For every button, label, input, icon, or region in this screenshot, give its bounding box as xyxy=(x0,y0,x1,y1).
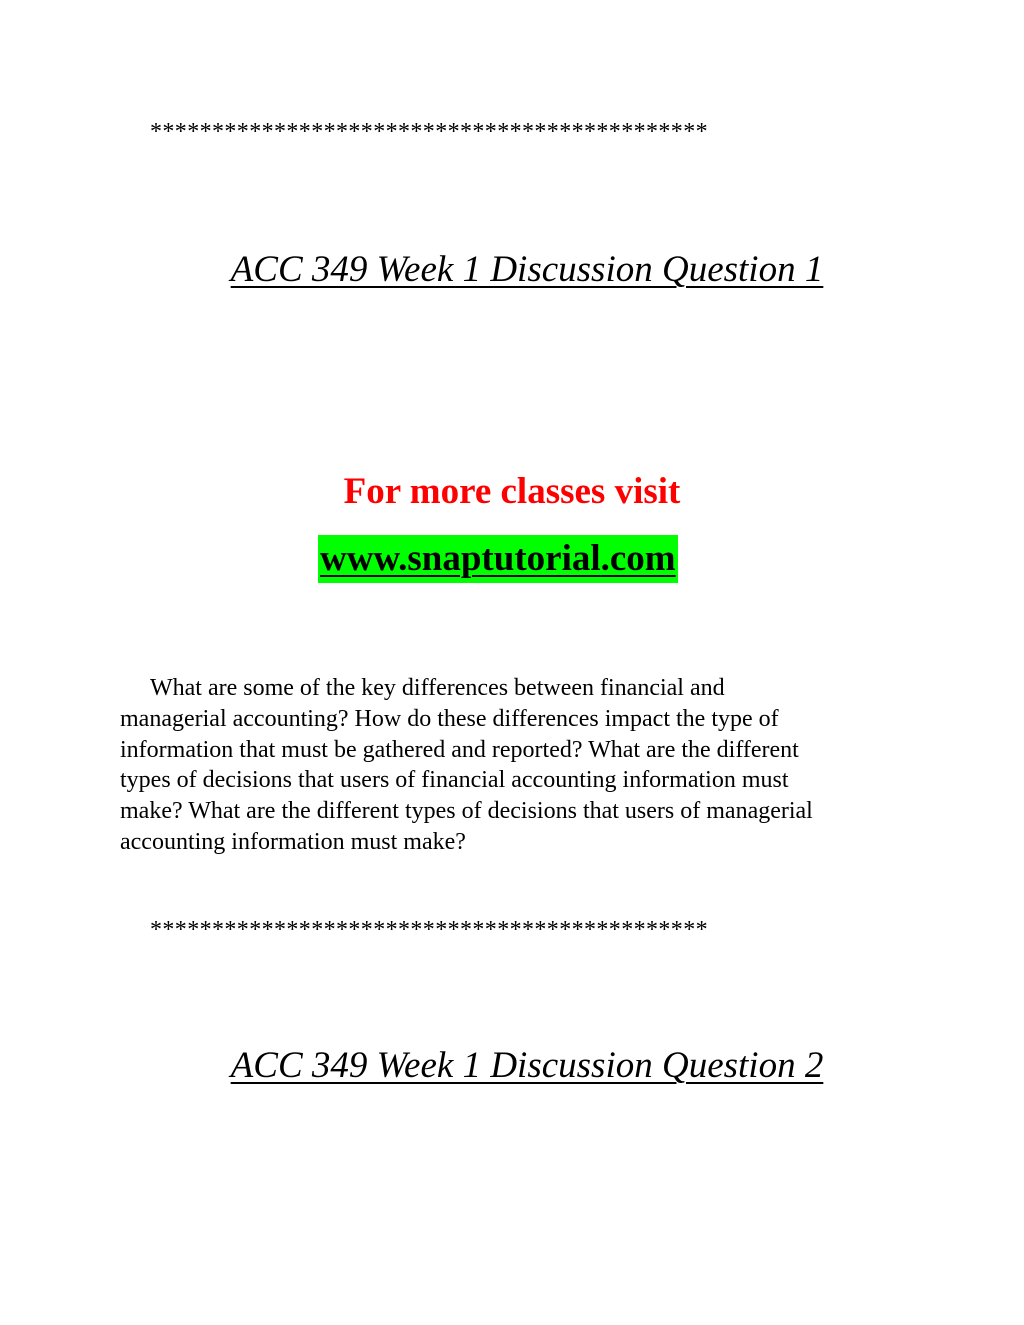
separator-bottom: ********************************************* xyxy=(150,917,708,943)
heading-question-2-text: ACC 349 Week 1 Discussion Question 2 xyxy=(230,1045,824,1086)
website-link-text[interactable]: www.snaptutorial.com xyxy=(320,538,676,579)
question-body-line: types of decisions that users of financial accounting information must xyxy=(120,767,789,794)
question-body xyxy=(120,673,910,858)
question-body-line: information that must be gathered and reported? What are the different xyxy=(120,736,799,763)
question-body-line: make? What are the different types of decisions that users of managerial xyxy=(120,798,813,825)
question-body-line: managerial accounting? How do these differences impact the type of xyxy=(120,705,779,732)
website-link[interactable] xyxy=(318,535,678,583)
heading-question-2 xyxy=(0,1044,1024,1088)
promo-text: For more classes visit xyxy=(343,471,681,512)
heading-question-1 xyxy=(0,248,1024,292)
heading-question-1-text: ACC 349 Week 1 Discussion Question 1 xyxy=(230,249,824,290)
question-body-line: accounting information must make? xyxy=(120,828,466,855)
separator-top: ********************************************* xyxy=(150,119,708,145)
question-body-line: What are some of the key differences between financial and xyxy=(150,675,725,701)
